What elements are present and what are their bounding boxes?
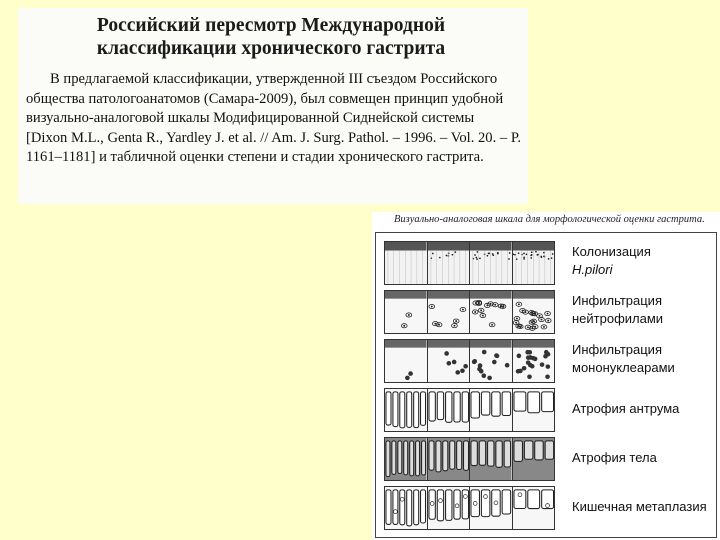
excerpt-title [26,14,516,60]
scale-cell [384,437,428,481]
scale-cell [384,388,428,432]
row-label: Кишечная метаплазия [572,499,707,514]
row-label: Инфильтрация мононуклеарами [572,342,675,375]
histology-scale [384,339,554,383]
body-line: [Dixon M.L., Genta R., Yardley J. et al. // Am. J. Surg. Pathol. – 1996. – Vol. 20. – P. [26,129,521,146]
scale-cell [427,388,471,432]
scale-cell [469,241,513,285]
scale-panel [375,232,717,538]
excerpt-body [26,70,521,168]
scale-cell [469,437,513,481]
scale-cell [384,241,428,285]
scale-cell [469,339,513,383]
scale-cell [469,486,513,530]
histology-scale [384,290,554,334]
figure-caption: Визуально-аналоговая шкала для морфологической оценки гастрита. [394,214,705,225]
scanned-text-excerpt [18,8,528,204]
scale-cell [512,339,556,383]
row-label: Атрофия антрума [572,401,680,416]
row-label: Инфильтрация нейтрофилами [572,293,664,326]
scale-cell [427,437,471,481]
visual-analog-scale-figure [372,212,720,540]
scale-cell [469,388,513,432]
scale-cell [512,290,556,334]
scale-cell [384,339,428,383]
histology-scale [384,437,554,481]
body-line: визуально-аналоговой шкалы Модифицированной Сиднейской системы [26,110,475,126]
row-label: Колонизация H.pilori [572,244,651,277]
scale-cell [512,437,556,481]
scale-cell [427,290,471,334]
row-label: Атрофия тела [572,450,657,465]
scale-cell [427,241,471,285]
scale-cell [384,486,428,530]
histology-scale [384,388,554,432]
scale-cell [512,486,556,530]
scale-cell [384,290,428,334]
body-line: общества патологоанатомов (Самара-2009), был совмещен принцип удобной [26,90,504,107]
scale-cell [512,241,556,285]
title-line: Российский пересмотр Международной [96,15,446,36]
histology-scale [384,486,554,530]
scale-cell [427,339,471,383]
body-line: В предлагаемой классификации, утвержденной III съездом Российского [50,71,498,87]
scale-cell [469,290,513,334]
histology-scale [384,241,554,285]
scale-cell [427,486,471,530]
body-line: 1161–1181] и табличной оценки степени и стадии хронического гастрита. [26,149,484,165]
title-line: классификации хронического гастрита [96,38,446,59]
scale-cell [512,388,556,432]
